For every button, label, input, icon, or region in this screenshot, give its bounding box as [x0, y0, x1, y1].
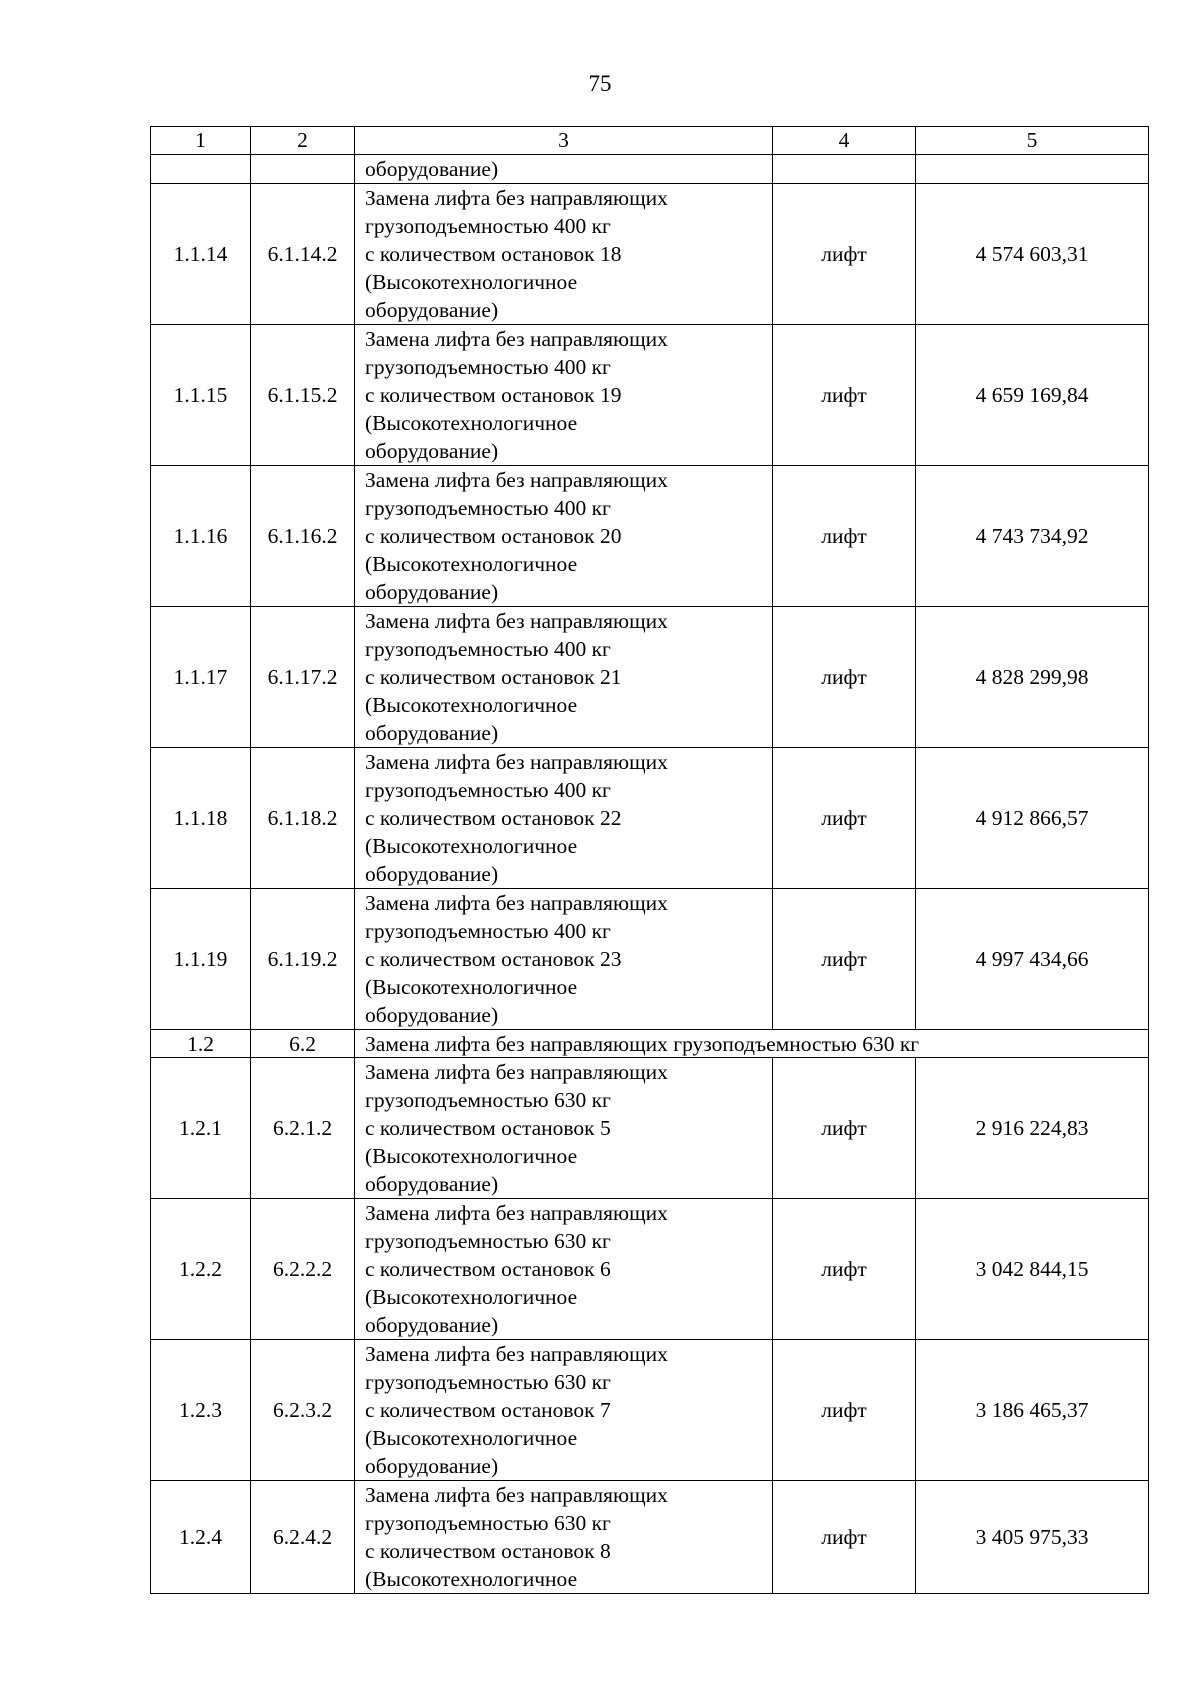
price-cell: 4 743 734,92	[916, 466, 1149, 607]
price-cell: 3 042 844,15	[916, 1199, 1149, 1340]
table-header-row	[151, 127, 1149, 155]
desc-line: с количеством остановок 6	[365, 1257, 611, 1281]
column-header-2: 2	[251, 127, 355, 155]
description-cell	[355, 184, 773, 325]
desc-line: Замена лифта без направляющих	[365, 609, 668, 633]
price-cell: 3 405 975,33	[916, 1481, 1149, 1594]
unit-cell: лифт	[773, 889, 916, 1030]
desc-line: оборудование)	[365, 1454, 499, 1478]
column-header-4: 4	[773, 127, 916, 155]
desc-line: (Высокотехнологичное	[365, 1285, 578, 1309]
description-cell	[355, 1058, 773, 1199]
code-cell: 6.2.2.2	[251, 1199, 355, 1340]
desc-line: с количеством остановок 20	[365, 524, 622, 548]
desc-line: грузоподъемностью 630 кг	[365, 1229, 611, 1253]
desc-line: с количеством остановок 21	[365, 665, 622, 689]
page-number: 75	[588, 71, 612, 96]
desc-line: оборудование)	[365, 298, 499, 322]
desc-line: грузоподъемностью 400 кг	[365, 637, 611, 661]
code-cell: 6.1.16.2	[251, 466, 355, 607]
desc-line: с количеством остановок 18	[365, 242, 622, 266]
desc-line: Замена лифта без направляющих	[365, 186, 668, 210]
desc-line: оборудование)	[365, 1172, 499, 1196]
item-number-cell: 1.2.2	[151, 1199, 251, 1340]
unit-cell: лифт	[773, 1058, 916, 1199]
desc-line: (Высокотехнологичное	[365, 834, 578, 858]
desc-line: с количеством остановок 8	[365, 1539, 611, 1563]
desc-line: Замена лифта без направляющих	[365, 891, 668, 915]
table-row	[151, 1481, 1149, 1594]
desc-line: оборудование)	[365, 439, 499, 463]
description-cell	[355, 889, 773, 1030]
desc-line: (Высокотехнологичное	[365, 693, 578, 717]
desc-line: грузоподъемностью 400 кг	[365, 778, 611, 802]
table-row	[151, 184, 1149, 325]
empty-cell	[916, 155, 1149, 184]
desc-line: Замена лифта без направляющих	[365, 1060, 668, 1084]
desc-line: Замена лифта без направляющих	[365, 327, 668, 351]
description-cell	[355, 1199, 773, 1340]
empty-cell	[151, 155, 251, 184]
table-row	[151, 889, 1149, 1030]
desc-line: грузоподъемностью 630 кг	[365, 1370, 611, 1394]
description-cell	[355, 1340, 773, 1481]
desc-line: грузоподъемностью 630 кг	[365, 1511, 611, 1535]
empty-cell	[251, 155, 355, 184]
unit-cell: лифт	[773, 1481, 916, 1594]
price-cell: 4 828 299,98	[916, 607, 1149, 748]
item-number-cell: 1.1.19	[151, 889, 251, 1030]
group-row	[151, 1030, 1149, 1058]
desc-line: оборудование)	[365, 862, 499, 886]
desc-line: (Высокотехнологичное	[365, 270, 578, 294]
group-title-cell: Замена лифта без направляющих грузоподъемностью 630 кг	[355, 1030, 1149, 1058]
table-row	[151, 1199, 1149, 1340]
code-cell: 6.2.1.2	[251, 1058, 355, 1199]
table-row	[151, 325, 1149, 466]
description-cell	[355, 466, 773, 607]
desc-line: оборудование)	[365, 1313, 499, 1337]
desc-line: грузоподъемностью 400 кг	[365, 214, 611, 238]
item-number-cell: 1.2.4	[151, 1481, 251, 1594]
desc-line: с количеством остановок 22	[365, 806, 622, 830]
group-code-cell: 6.2	[251, 1030, 355, 1058]
unit-cell: лифт	[773, 466, 916, 607]
desc-line: (Высокотехнологичное	[365, 1144, 578, 1168]
unit-cell: лифт	[773, 184, 916, 325]
desc-line: Замена лифта без направляющих	[365, 1201, 668, 1225]
desc-line: оборудование)	[365, 157, 499, 181]
column-header-5: 5	[916, 127, 1149, 155]
desc-line: с количеством остановок 5	[365, 1116, 611, 1140]
item-number-cell: 1.2.3	[151, 1340, 251, 1481]
desc-line: Замена лифта без направляющих	[365, 750, 668, 774]
price-cell: 3 186 465,37	[916, 1340, 1149, 1481]
table-row	[151, 466, 1149, 607]
desc-line: грузоподъемностью 630 кг	[365, 1088, 611, 1112]
code-cell: 6.1.18.2	[251, 748, 355, 889]
price-cell: 4 574 603,31	[916, 184, 1149, 325]
table-row	[151, 607, 1149, 748]
desc-line: оборудование)	[365, 1003, 499, 1027]
continuation-desc	[355, 155, 773, 184]
group-number-cell: 1.2	[151, 1030, 251, 1058]
price-cell: 4 659 169,84	[916, 325, 1149, 466]
description-cell	[355, 325, 773, 466]
unit-cell: лифт	[773, 1340, 916, 1481]
desc-line: оборудование)	[365, 580, 499, 604]
column-header-1: 1	[151, 127, 251, 155]
code-cell: 6.2.3.2	[251, 1340, 355, 1481]
empty-cell	[773, 155, 916, 184]
desc-line: грузоподъемностью 400 кг	[365, 496, 611, 520]
price-table	[150, 126, 1149, 1594]
price-cell: 4 912 866,57	[916, 748, 1149, 889]
description-cell	[355, 748, 773, 889]
desc-line: (Высокотехнологичное	[365, 1567, 578, 1591]
table-row	[151, 1058, 1149, 1199]
unit-cell: лифт	[773, 1199, 916, 1340]
desc-line: с количеством остановок 19	[365, 383, 622, 407]
desc-line: Замена лифта без направляющих	[365, 1342, 668, 1366]
price-cell: 2 916 224,83	[916, 1058, 1149, 1199]
desc-line: грузоподъемностью 400 кг	[365, 919, 611, 943]
desc-line: с количеством остановок 7	[365, 1398, 611, 1422]
table-row	[151, 1340, 1149, 1481]
desc-line: (Высокотехнологичное	[365, 975, 578, 999]
continuation-row	[151, 155, 1149, 184]
unit-cell: лифт	[773, 607, 916, 748]
item-number-cell: 1.1.18	[151, 748, 251, 889]
description-cell	[355, 607, 773, 748]
desc-line: (Высокотехнологичное	[365, 411, 578, 435]
item-number-cell: 1.1.15	[151, 325, 251, 466]
desc-line: (Высокотехнологичное	[365, 1426, 578, 1450]
code-cell: 6.1.17.2	[251, 607, 355, 748]
desc-line: Замена лифта без направляющих	[365, 468, 668, 492]
item-number-cell: 1.2.1	[151, 1058, 251, 1199]
column-header-3: 3	[355, 127, 773, 155]
code-cell: 6.2.4.2	[251, 1481, 355, 1594]
desc-line: Замена лифта без направляющих	[365, 1483, 668, 1507]
code-cell: 6.1.19.2	[251, 889, 355, 1030]
desc-line: (Высокотехнологичное	[365, 552, 578, 576]
description-cell	[355, 1481, 773, 1594]
code-cell: 6.1.15.2	[251, 325, 355, 466]
item-number-cell: 1.1.16	[151, 466, 251, 607]
code-cell: 6.1.14.2	[251, 184, 355, 325]
unit-cell: лифт	[773, 325, 916, 466]
desc-line: с количеством остановок 23	[365, 947, 622, 971]
table-row	[151, 748, 1149, 889]
price-cell: 4 997 434,66	[916, 889, 1149, 1030]
desc-line: оборудование)	[365, 721, 499, 745]
desc-line: грузоподъемностью 400 кг	[365, 355, 611, 379]
unit-cell: лифт	[773, 748, 916, 889]
item-number-cell: 1.1.17	[151, 607, 251, 748]
item-number-cell: 1.1.14	[151, 184, 251, 325]
